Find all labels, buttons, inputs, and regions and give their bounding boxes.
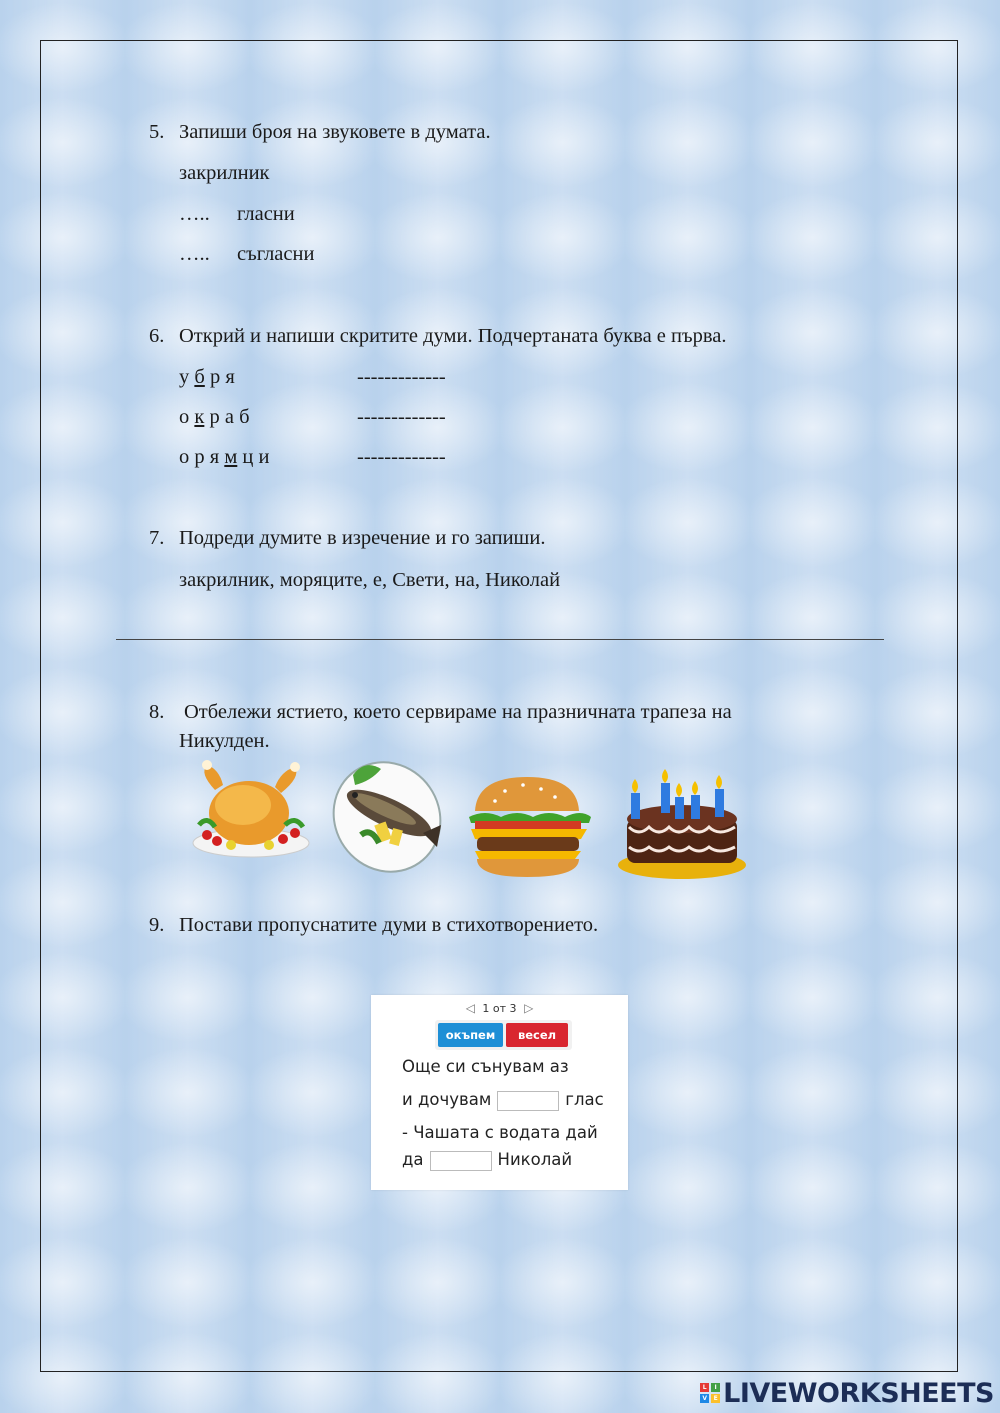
q6-scrambled-word: о р я м ц и xyxy=(179,446,270,468)
q5-prompt: Запиши броя на звуковете в думата. xyxy=(179,121,491,143)
birthday-cake-image[interactable] xyxy=(615,765,750,883)
page-indicator: 1 от 3 xyxy=(482,1001,517,1015)
q5-vowels-blank[interactable]: ….. xyxy=(179,203,210,225)
q6-number: 6. xyxy=(149,325,165,347)
poem-line-3: - Чашата с водата дай xyxy=(402,1123,598,1142)
answer-line[interactable] xyxy=(116,639,884,640)
next-icon[interactable]: ▷ xyxy=(524,1001,534,1015)
poem-widget xyxy=(371,995,628,1190)
q6-answer-blank[interactable]: ------------- xyxy=(357,406,446,428)
brand-name: LIVEWORKSHEETS xyxy=(723,1377,994,1409)
q5-vowels-label: гласни xyxy=(237,203,295,225)
q9-number: 9. xyxy=(149,914,165,936)
burger-image[interactable] xyxy=(465,773,595,885)
q5-word: закрилник xyxy=(179,162,270,184)
q8-number: 8. xyxy=(149,701,165,723)
drop-blank[interactable] xyxy=(430,1151,492,1171)
roast-chicken-image[interactable] xyxy=(185,755,315,865)
word-chip[interactable]: окъпем xyxy=(438,1023,503,1047)
q6-answer-blank[interactable]: ------------- xyxy=(357,366,446,388)
poem-line-4: да Николай xyxy=(402,1150,573,1169)
q6-prompt: Открий и напиши скритите думи. Подчертаната буква е първа. xyxy=(179,325,727,347)
q7-words: закрилник, моряците, е, Свети, на, Николай xyxy=(179,569,561,591)
liveworksheets-logo[interactable] xyxy=(700,1378,994,1408)
food-options xyxy=(185,755,765,885)
q6-scrambled-word: о к р а б xyxy=(179,406,250,428)
q9-prompt: Постави пропуснатите думи в стихотворението. xyxy=(179,914,599,936)
q5-number: 5. xyxy=(149,121,165,143)
q7-prompt: Подреди думите в изречение и го запиши. xyxy=(179,527,546,549)
prev-icon[interactable]: ◁ xyxy=(465,1001,475,1015)
poem-line-1: Още си сънувам аз xyxy=(402,1057,569,1076)
q6-answer-blank[interactable]: ------------- xyxy=(357,446,446,468)
q7-number: 7. xyxy=(149,527,165,549)
pager xyxy=(371,1001,628,1015)
q8-prompt-line1: Отбележи ястието, което сервираме на празничната трапеза на xyxy=(184,701,732,723)
drop-blank[interactable] xyxy=(497,1091,559,1111)
q5-consonants-blank[interactable]: ….. xyxy=(179,243,210,265)
fish-image[interactable] xyxy=(325,755,445,875)
logo-icon: L I V E xyxy=(700,1383,720,1403)
q5-consonants-label: съгласни xyxy=(237,243,315,265)
q6-scrambled-word: у б р я xyxy=(179,366,235,388)
word-chip[interactable]: весел xyxy=(506,1023,568,1047)
poem-line-2: и дочувам глас xyxy=(402,1090,604,1109)
q8-prompt-line2: Никулден. xyxy=(179,730,270,752)
